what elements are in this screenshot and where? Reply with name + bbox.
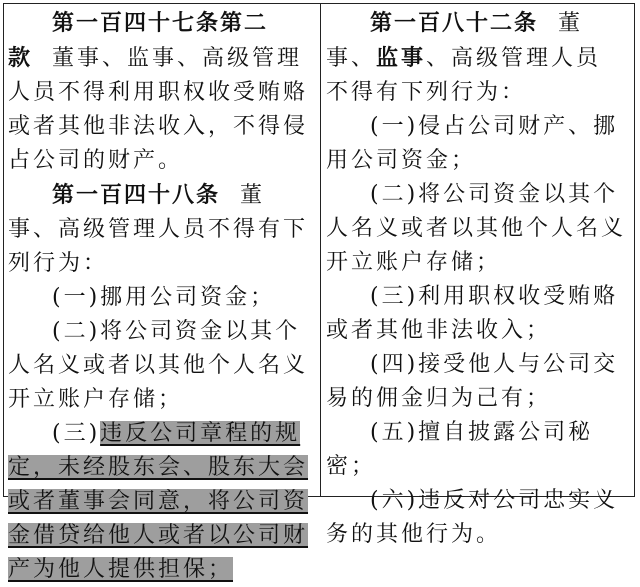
article-182-item-1: (一)侵占公司财产、挪用公司资金； (326, 114, 619, 173)
article-147-paragraph (8, 6, 310, 178)
left-column (8, 6, 310, 587)
article-148-item-3 (8, 417, 310, 587)
article-182-item-4: (四)接受他人与公司交易的佣金归为己有； (326, 352, 619, 411)
article-182-paragraph (326, 6, 626, 110)
right-column (326, 6, 626, 552)
article-148-paragraph (8, 178, 310, 281)
article-182-heading: 第一百八十二条 (370, 10, 539, 36)
article-148-item-2: (二)将公司资金以其个人名义或者以其他个人名义开立账户存储； (8, 319, 309, 412)
article-182-item-2: (二)将公司资金以其个人名义或者以其他个人名义开立账户存储； (326, 182, 627, 275)
article-148-item-3-prefix: (三) (52, 421, 101, 446)
article-182-item-3: (三)利用职权收受贿赂或者其他非法收入； (326, 284, 619, 343)
article-148-heading: 第一百四十八条 (52, 182, 221, 208)
column-divider (320, 4, 321, 496)
article-182-item-5: (五)擅自披露公司秘密； (326, 420, 594, 479)
article-182-lead: 董事、 (326, 11, 584, 71)
article-182-lead-bold: 监事 (376, 45, 427, 71)
article-148-item-1: (一)挪用公司资金； (52, 285, 276, 310)
article-147-text: 董事、监事、高级管理人员不得利用职权收受贿赂或者其他非法收入，不得侵占公司的财产。 (8, 46, 309, 173)
article-148-text: 董事、高级管理人员不得有下列行为： (8, 183, 309, 276)
article-182-text: 、高级管理人员不得有下列行为： (326, 46, 602, 105)
highlighted-text: 违反公司章程的规定，未经股东会、股东大会或者董事会同意，将公司资金借贷给他人或者以公司财产为他人提供担保； (8, 421, 309, 582)
article-147-heading: 第一百四十七条第二款 (8, 10, 269, 71)
article-182-item-6: (六)违反对公司忠实义务的其他行为。 (326, 488, 619, 547)
